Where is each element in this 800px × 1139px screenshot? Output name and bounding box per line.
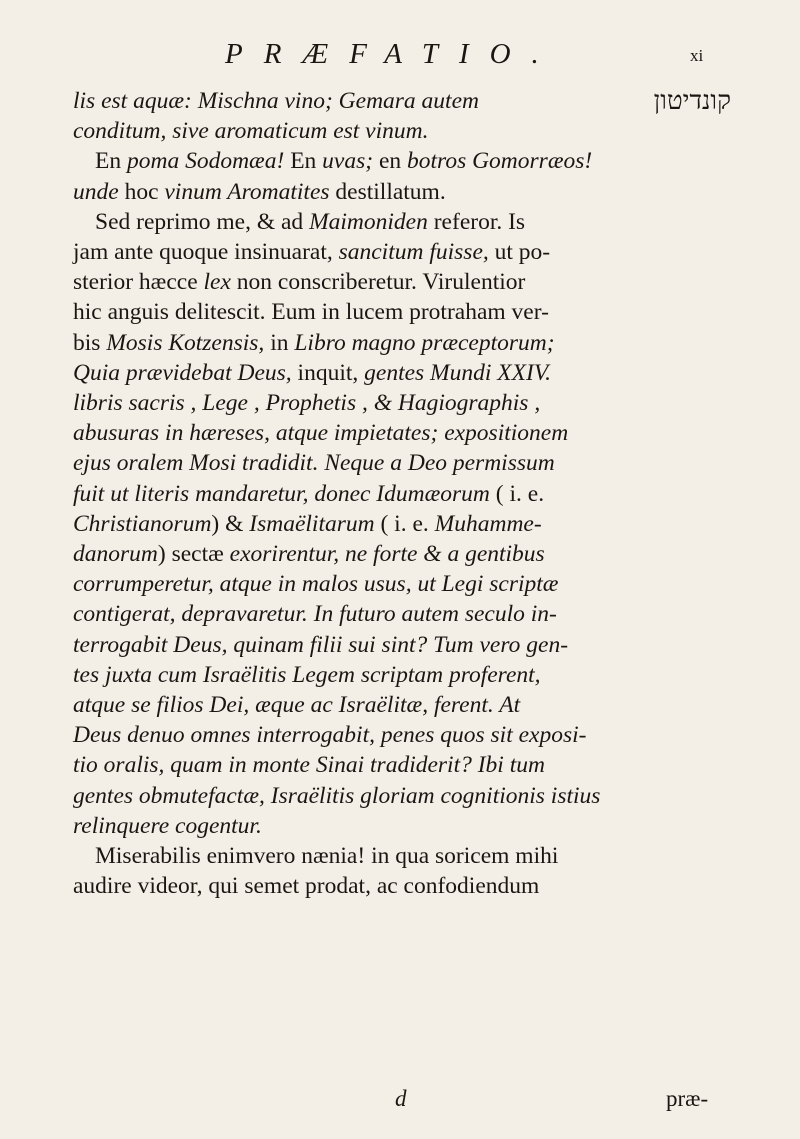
page-footer bbox=[0, 1086, 800, 1120]
text-span: Libro magno præceptorum; bbox=[294, 329, 555, 356]
text-line bbox=[73, 479, 731, 509]
running-title: PRÆFATIO. bbox=[225, 38, 560, 70]
text-line: conditum, sive aromaticum est vinum. bbox=[73, 118, 429, 145]
text-span: in bbox=[270, 329, 289, 356]
text-line bbox=[73, 146, 731, 176]
page-header bbox=[0, 38, 800, 78]
text-line bbox=[73, 267, 731, 297]
text-line: ejus oralem Mosi tradidit. Neque a Deo permissum bbox=[73, 450, 555, 477]
text-span: unde bbox=[73, 178, 119, 205]
text-span: danorum bbox=[73, 541, 158, 568]
text-span: Muhamme- bbox=[434, 510, 542, 537]
text-span: non conscriberetur. Virulentior bbox=[236, 269, 526, 296]
text-line bbox=[73, 328, 731, 358]
text-line bbox=[73, 86, 731, 116]
text-line: audire videor, qui semet prodat, ac confodiendum bbox=[73, 873, 540, 900]
text-span: Maimoniden bbox=[309, 208, 428, 235]
text-span: Ismaëlitarum bbox=[249, 510, 375, 537]
catchword: præ- bbox=[666, 1086, 709, 1111]
text-line: gentes obmutefactæ, Israëlitis gloriam cognitionis istius bbox=[73, 782, 601, 809]
page-number: xi bbox=[690, 46, 704, 65]
text-span: inquit, bbox=[297, 359, 359, 386]
text-span: ut po- bbox=[494, 239, 551, 266]
text-line bbox=[73, 177, 731, 207]
text-line: hic anguis delitescit. Eum in lucem protraham ver- bbox=[73, 299, 549, 326]
text-line: tes juxta cum Israëlitis Legem scriptam proferent, bbox=[73, 661, 541, 688]
body-text bbox=[73, 86, 731, 901]
text-span: lis bbox=[73, 88, 96, 114]
text-span: referor. Is bbox=[433, 208, 526, 235]
text-span: sterior hæcce bbox=[73, 269, 198, 296]
text-line: libris sacris , Lege , Prophetis , & Hagiographis , bbox=[73, 390, 541, 417]
text-span: jam ante quoque insinuarat, bbox=[73, 239, 333, 266]
text-line: terrogabit Deus, quinam filii sui sint? Tum vero gen- bbox=[73, 631, 569, 658]
text-span: poma Sodomæa! bbox=[126, 148, 285, 175]
text-line bbox=[73, 539, 731, 569]
text-span: Christianorum bbox=[73, 510, 212, 537]
text-span: ) sectæ bbox=[157, 541, 224, 568]
text-line: relinquere cogentur. bbox=[73, 812, 262, 839]
text-span: ( i. e. bbox=[495, 480, 545, 507]
text-span: bis bbox=[73, 329, 101, 356]
text-span: botros Gomorræos! bbox=[407, 148, 593, 175]
text-span: ) & bbox=[211, 510, 244, 537]
signature-mark: d bbox=[395, 1086, 407, 1111]
text-line: Deus denuo omnes interrogabit, penes quos sit exposi- bbox=[73, 722, 587, 749]
text-span: fuit ut literis mandaretur, donec Idumæorum bbox=[73, 480, 490, 507]
text-span: sancitum fuisse, bbox=[338, 239, 489, 266]
text-span: en bbox=[378, 148, 402, 175]
text-span: En bbox=[290, 148, 317, 175]
text-span: Mosis Kotzensis, bbox=[106, 329, 265, 356]
text-line: atque se filios Dei, æque ac Israëlitæ, ferent. At bbox=[73, 692, 521, 719]
text-span: uvas; bbox=[322, 148, 374, 175]
text-line bbox=[73, 509, 731, 539]
text-span: ( i. e. bbox=[380, 510, 429, 537]
text-span: En bbox=[95, 148, 122, 175]
text-line: abusuras in hæreses, atque impietates; expositionem bbox=[73, 420, 569, 447]
text-span: exorirentur, ne forte & a gentibus bbox=[229, 541, 545, 568]
text-span: hoc bbox=[124, 178, 159, 205]
text-line bbox=[73, 207, 731, 237]
text-line: tio oralis, quam in monte Sinai tradiderit? Ibi tum bbox=[73, 752, 545, 779]
text-span: vinum Aromatites bbox=[164, 178, 330, 205]
text-span: destillatum. bbox=[335, 178, 446, 205]
hebrew-word: קונדיטון bbox=[653, 86, 731, 116]
text-line: contigerat, depravaretur. In futuro autem seculo in- bbox=[73, 601, 557, 628]
text-line: corrumperetur, atque in malos usus, ut Legi scriptæ bbox=[73, 571, 559, 598]
text-line bbox=[73, 237, 731, 267]
text-line: Miserabilis enimvero nænia! in qua soricem mihi bbox=[95, 843, 559, 870]
text-line bbox=[73, 358, 731, 388]
text-span: lex bbox=[203, 269, 231, 296]
text-span: Quia prævidebat Deus, bbox=[73, 359, 292, 386]
text-span: gentes Mundi XXIV. bbox=[364, 359, 552, 386]
text-span: Sed reprimo me, & ad bbox=[95, 208, 304, 235]
text-span: est aquæ: Mischna vino; Gemara autem bbox=[101, 88, 479, 114]
